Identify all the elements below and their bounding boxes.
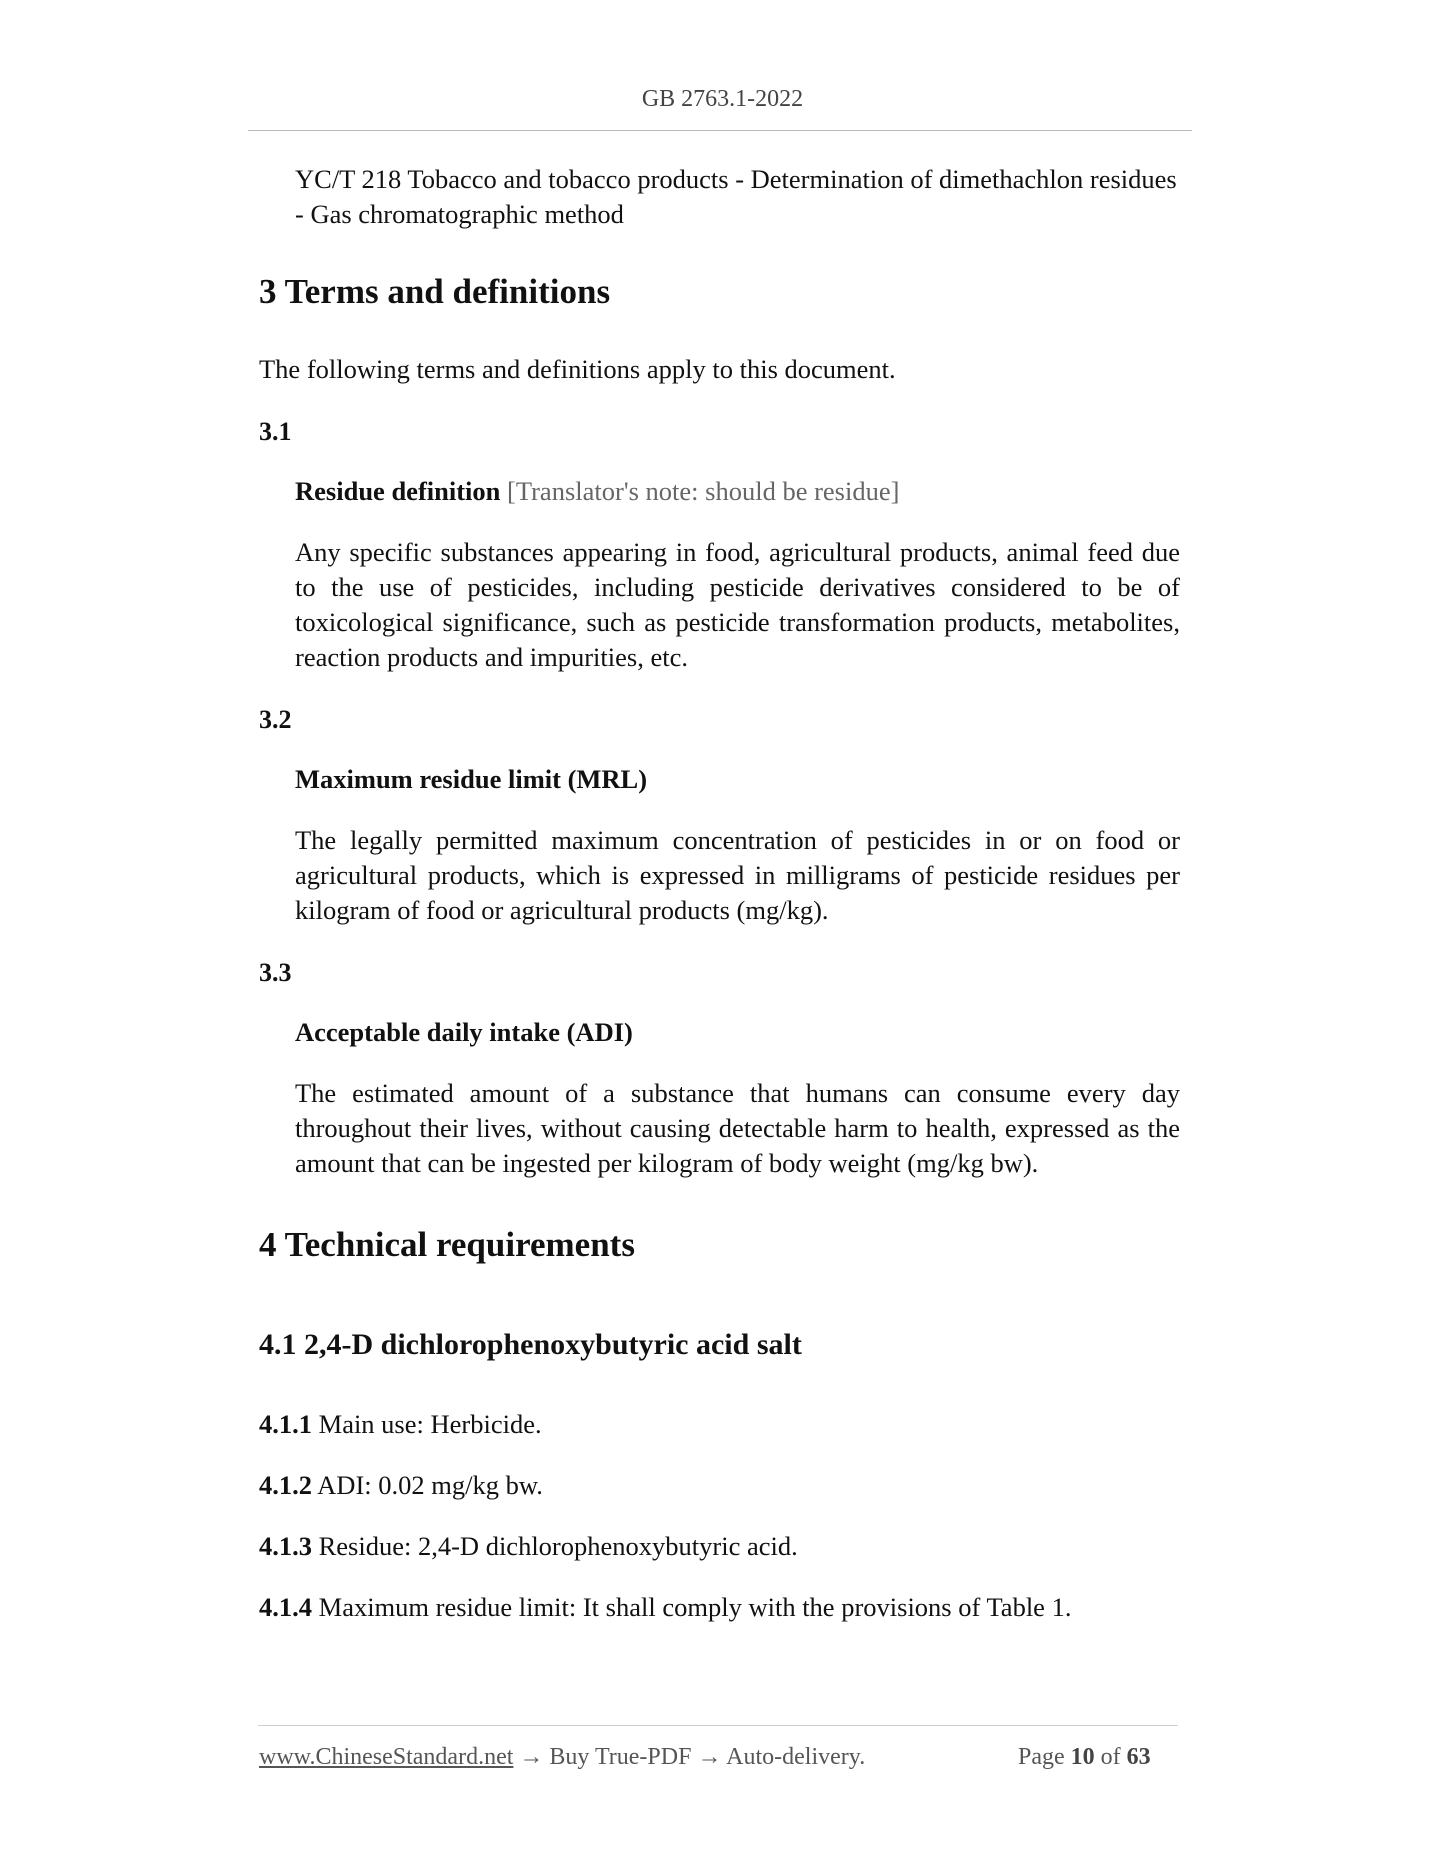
clause-number: 4.1.4 <box>259 1592 312 1622</box>
site-link[interactable]: www.ChineseStandard.net <box>259 1744 514 1770</box>
page-indicator <box>1018 1741 1151 1773</box>
term-number: 3.1 <box>259 417 292 446</box>
reference-line-1: YC/T 218 Tobacco and tobacco products - Determination of dimethachlon residues <box>295 164 1177 194</box>
clause-number: 4.1.2 <box>259 1470 312 1500</box>
term-number: 3.3 <box>259 958 292 987</box>
page-current: 10 <box>1070 1744 1095 1770</box>
clause-4-1-3 <box>259 1529 1179 1564</box>
term-definition: Any specific substances appearing in food, agricultural products, animal feed due to the use of pesticides, including pesticide derivatives considered to be of toxicological significance, such as pesticide transformation products, metabolites, reaction products and impurities, etc. <box>295 537 1180 672</box>
clause-4-1-4 <box>259 1590 1179 1625</box>
term-name: Maximum residue limit (MRL) <box>295 764 648 794</box>
page-of: of <box>1100 1744 1121 1770</box>
arrow-icon: → <box>513 1744 550 1770</box>
buy-pdf-text: Buy True-PDF <box>549 1744 692 1770</box>
delivery-text: Auto-delivery. <box>726 1744 866 1770</box>
term-heading <box>295 474 1180 509</box>
document-code-header: GB 2763.1-2022 <box>641 86 804 112</box>
clause-text: Residue: 2,4-D dichlorophenoxybutyric acid. <box>312 1531 798 1561</box>
clause-text: ADI: 0.02 mg/kg bw. <box>312 1470 543 1500</box>
clause-text: Maximum residue limit: It shall comply with the provisions of Table 1. <box>312 1592 1072 1622</box>
clause-text: Main use: Herbicide. <box>312 1409 542 1439</box>
translator-note: [Translator's note: should be residue] <box>500 476 900 506</box>
clause-number: 4.1.1 <box>259 1409 312 1439</box>
term-number: 3.2 <box>259 705 292 734</box>
clause-number: 4.1.3 <box>259 1531 312 1561</box>
section-4-1-heading: 4.1 2,4-D dichlorophenoxybutyric acid salt <box>259 1328 802 1361</box>
section-3-heading: 3 Terms and definitions <box>259 272 611 311</box>
clause-4-1-1 <box>259 1407 1179 1442</box>
footer-promo <box>259 1741 865 1773</box>
clause-4-1-2 <box>259 1468 1179 1503</box>
arrow-icon: → <box>691 1744 727 1770</box>
page-total: 63 <box>1126 1744 1151 1770</box>
term-name: Acceptable daily intake (ADI) <box>295 1017 633 1047</box>
page-label: Page <box>1018 1744 1065 1770</box>
term-definition: The legally permitted maximum concentration of pesticides in or on food or agricultural products, which is expressed in milligrams of pesticide residues per kilogram of food or agricultural products (mg/kg). <box>295 825 1180 925</box>
term-definition: The estimated amount of a substance that humans can consume every day throughout their lives, without causing detectable harm to health, expressed as the amount that can be ingested per kilogram of body weight (mg/kg bw). <box>295 1078 1180 1178</box>
reference-line-2: - Gas chromatographic method <box>295 199 624 229</box>
section-4-heading: 4 Technical requirements <box>259 1225 635 1264</box>
footer-divider <box>258 1725 1178 1726</box>
section-3-intro: The following terms and definitions apply to this document. <box>259 354 896 384</box>
normative-reference-entry <box>295 162 1180 232</box>
header-divider <box>248 130 1192 131</box>
term-name: Residue definition <box>295 476 501 506</box>
